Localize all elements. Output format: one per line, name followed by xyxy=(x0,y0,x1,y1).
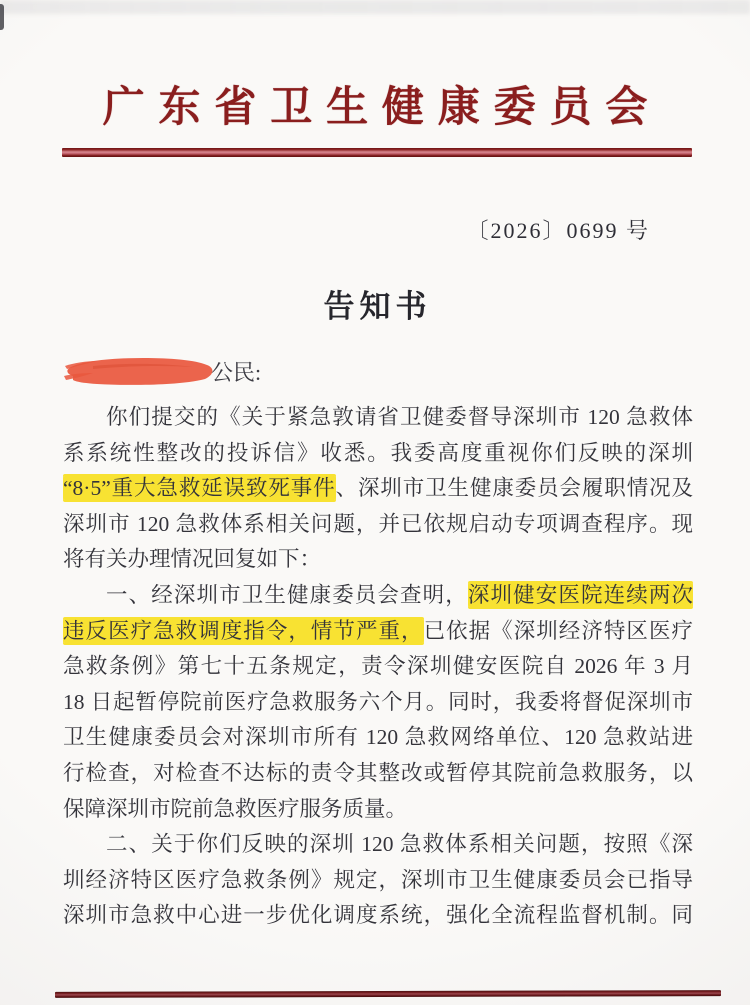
body-text: 保障深圳市院前急救医疗服务质量。 xyxy=(63,796,408,821)
footer-rule xyxy=(55,990,721,998)
body-text: 你们提交的《关于紧急敦请省卫健委督导深圳市 120 急救体 xyxy=(106,405,693,429)
document-line xyxy=(63,685,693,721)
body-text: 、深圳市卫生健康委员会履职情况及 xyxy=(335,476,693,501)
body-text: 行检查，对检查不达标的责令其整改或暂停其院前急救服务，以 xyxy=(63,760,693,785)
body-text: 深圳市急救中心进一步优化调度系统，强化全流程监督机制。同 xyxy=(63,903,693,928)
document-line xyxy=(63,649,693,685)
body-text: 一、经深圳市卫生健康委员会查明， xyxy=(106,582,468,607)
body-text: 卫生健康委员会对深圳市所有 120 急救网络单位、120 急救站进 xyxy=(63,725,693,750)
document-line xyxy=(63,827,693,863)
document-line xyxy=(63,400,693,436)
body-text: 急救条例》第七十五条规定，责令深圳健安医院自 2026 年 3 月 xyxy=(63,654,693,679)
photo-top-smudge xyxy=(0,0,750,14)
body-text: 深圳市 120 急救体系相关问题，并已依规启动专项调查程序。现 xyxy=(63,511,693,536)
document-line xyxy=(63,436,693,472)
document-title: 告知书 xyxy=(323,289,432,324)
highlighted-text: 违反医疗急救调度指令，情节严重， xyxy=(63,618,424,643)
body-text: 二、关于你们反映的深圳 120 急救体系相关问题，按照《深 xyxy=(106,832,693,857)
body-text: 系系统性整改的投诉信》收悉。我委高度重视你们反映的深圳 xyxy=(63,440,693,465)
body-text: 将有关办理情况回复如下： xyxy=(63,547,322,572)
body-text: 18 日起暂停院前医疗急救服务六个月。同时，我委将督促深圳市 xyxy=(63,689,693,714)
document-line xyxy=(63,507,693,543)
photo-edge-artifact xyxy=(0,4,4,30)
highlighted-text: 深圳健安医院连续两次 xyxy=(467,582,693,607)
document-line xyxy=(63,898,693,934)
document-number: 〔2026〕0699 号 xyxy=(466,218,650,243)
body-text: 已依据《深圳经济特区医疗 xyxy=(423,618,693,643)
document-line xyxy=(63,614,693,650)
document-line xyxy=(63,720,693,756)
document-line xyxy=(63,542,693,578)
document-line xyxy=(63,792,693,828)
letterhead-rule xyxy=(62,148,692,157)
document-line xyxy=(63,756,693,792)
body-text: 圳经济特区医疗急救条例》规定，深圳市卫生健康委员会已指导 xyxy=(63,867,693,892)
document-body xyxy=(63,400,693,934)
document-line xyxy=(63,578,693,614)
salutation-suffix: 公民: xyxy=(211,359,262,385)
document-line xyxy=(63,863,693,899)
agency-letterhead: 广东省卫生健康委员会 xyxy=(102,85,662,131)
salutation-line xyxy=(63,353,261,389)
highlighted-text: “8·5”重大急救延误致死事件 xyxy=(63,476,336,501)
redaction-scribble xyxy=(63,354,215,388)
document-line xyxy=(63,471,693,507)
